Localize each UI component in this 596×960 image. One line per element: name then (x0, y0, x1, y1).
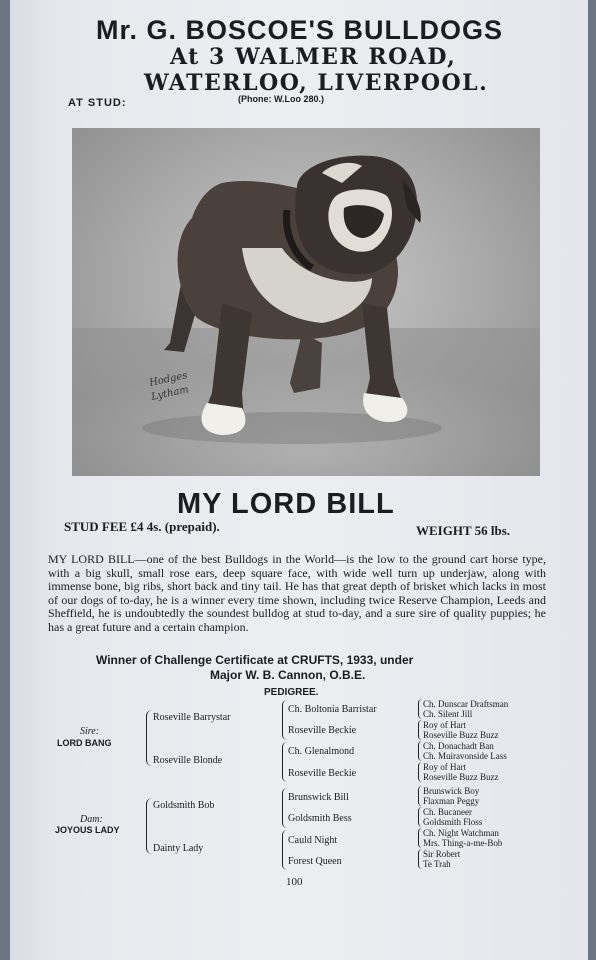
parent-1: Roseville Barrystar (153, 712, 231, 723)
ggp-brace-7 (418, 828, 422, 848)
ggp-brace-8 (418, 849, 422, 869)
dog-name: MY LORD BILL (177, 488, 395, 520)
gp-brace-4 (282, 830, 287, 870)
dog-description: MY LORD BILL—one of the best Bulldogs in the World—is the low to the ground cart horse type, with a big skull, small rose ears, deep square face, with wide well turn up underjaw, along with immense bone, big ribs, short back and tiny tail. He has that great depth of brisket which lacks in most of our dogs of to-day, he is a winner every time shown, including twice Reserve Champion, Leeds and Sheffield, he is undoubtedly the soundest bulldog at stud to-day, and a sure sire of quality puppies; he has a great future and a certain champion. (48, 552, 546, 634)
great-grandparent-12: Goldsmith Floss (423, 817, 483, 827)
winner-line-1: Winner of Challenge Certificate at CRUFTS, 1933, under (96, 653, 414, 667)
at-stud-label: AT STUD: (68, 97, 127, 109)
page-number: 100 (286, 876, 303, 888)
grandparent-7: Cauld Night (288, 835, 338, 846)
phone-number: (Phone: W.Loo 280.) (238, 94, 325, 104)
address-line-1: At 3 WALMER ROAD, (170, 44, 457, 70)
great-grandparent-1: Ch. Dunscar Draftsman (423, 699, 509, 709)
great-grandparent-2: Ch. Silent Jill (423, 709, 473, 719)
great-grandparent-8: Roseville Buzz Buzz (423, 772, 499, 782)
great-grandparent-13: Ch. Night Watchman (423, 828, 499, 838)
great-grandparent-5: Ch. Donachadt Ban (423, 741, 494, 751)
ggp-brace-4 (418, 762, 422, 782)
ggp-brace-5 (418, 786, 422, 806)
stud-fee: STUD FEE £4 4s. (prepaid). (64, 519, 220, 534)
great-grandparent-14: Mrs. Thing-a-me-Bob (423, 838, 503, 848)
ggp-brace-6 (418, 807, 422, 827)
great-grandparent-9: Brunswick Boy (423, 786, 480, 796)
bulldog-image (72, 128, 540, 476)
great-grandparent-4: Roseville Buzz Buzz (423, 730, 499, 740)
sire-brace (146, 710, 153, 766)
sire-label: Sire: (80, 726, 100, 737)
great-grandparent-15: Sir Robert (423, 849, 461, 859)
kennel-title: Mr. G. BOSCOE'S BULLDOGS (96, 15, 503, 45)
grandparent-4: Roseville Beckie (288, 768, 357, 779)
parent-2: Roseville Blonde (153, 755, 223, 766)
pedigree-title: PEDIGREE. (264, 687, 319, 698)
grandparent-6: Goldsmith Bess (288, 813, 352, 824)
photographer-signature: Hodges (148, 370, 189, 389)
ggp-brace-2 (418, 720, 422, 740)
parent-3: Goldsmith Bob (153, 800, 215, 811)
parent-4: Dainty Lady (153, 843, 204, 854)
great-grandparent-10: Flaxman Peggy (423, 796, 480, 806)
gp-brace-1 (282, 700, 287, 740)
grandparent-3: Ch. Glenalmond (288, 746, 355, 757)
catalogue-page (10, 0, 588, 960)
sire-name: LORD BANG (57, 738, 112, 748)
svg-text:Lytham: Lytham (150, 384, 190, 403)
gp-brace-2 (282, 742, 287, 782)
grandparent-5: Brunswick Bill (288, 792, 349, 803)
grandparent-1: Ch. Boltonia Barristar (288, 704, 377, 715)
great-grandparent-3: Roy of Hart (423, 720, 466, 730)
address-line-2: WATERLOO, LIVERPOOL. (144, 70, 489, 96)
winner-line-2: Major W. B. Cannon, O.B.E. (210, 668, 366, 682)
weight: WEIGHT 56 lbs. (416, 523, 511, 538)
grandparent-8: Forest Queen (288, 856, 342, 867)
great-grandparent-11: Ch. Bucaneer (423, 807, 472, 817)
great-grandparent-7: Roy of Hart (423, 762, 466, 772)
ggp-brace-3 (418, 741, 422, 761)
dam-brace (146, 798, 153, 854)
dam-name: JOYOUS LADY (55, 825, 120, 835)
ggp-brace-1 (418, 699, 422, 719)
bulldog-photo (72, 128, 540, 476)
great-grandparent-16: Te Trah (423, 859, 451, 869)
great-grandparent-6: Ch. Muiravonside Lass (423, 751, 507, 761)
gp-brace-3 (282, 788, 287, 828)
grandparent-2: Roseville Beckie (288, 725, 357, 736)
dam-label: Dam: (80, 814, 103, 825)
